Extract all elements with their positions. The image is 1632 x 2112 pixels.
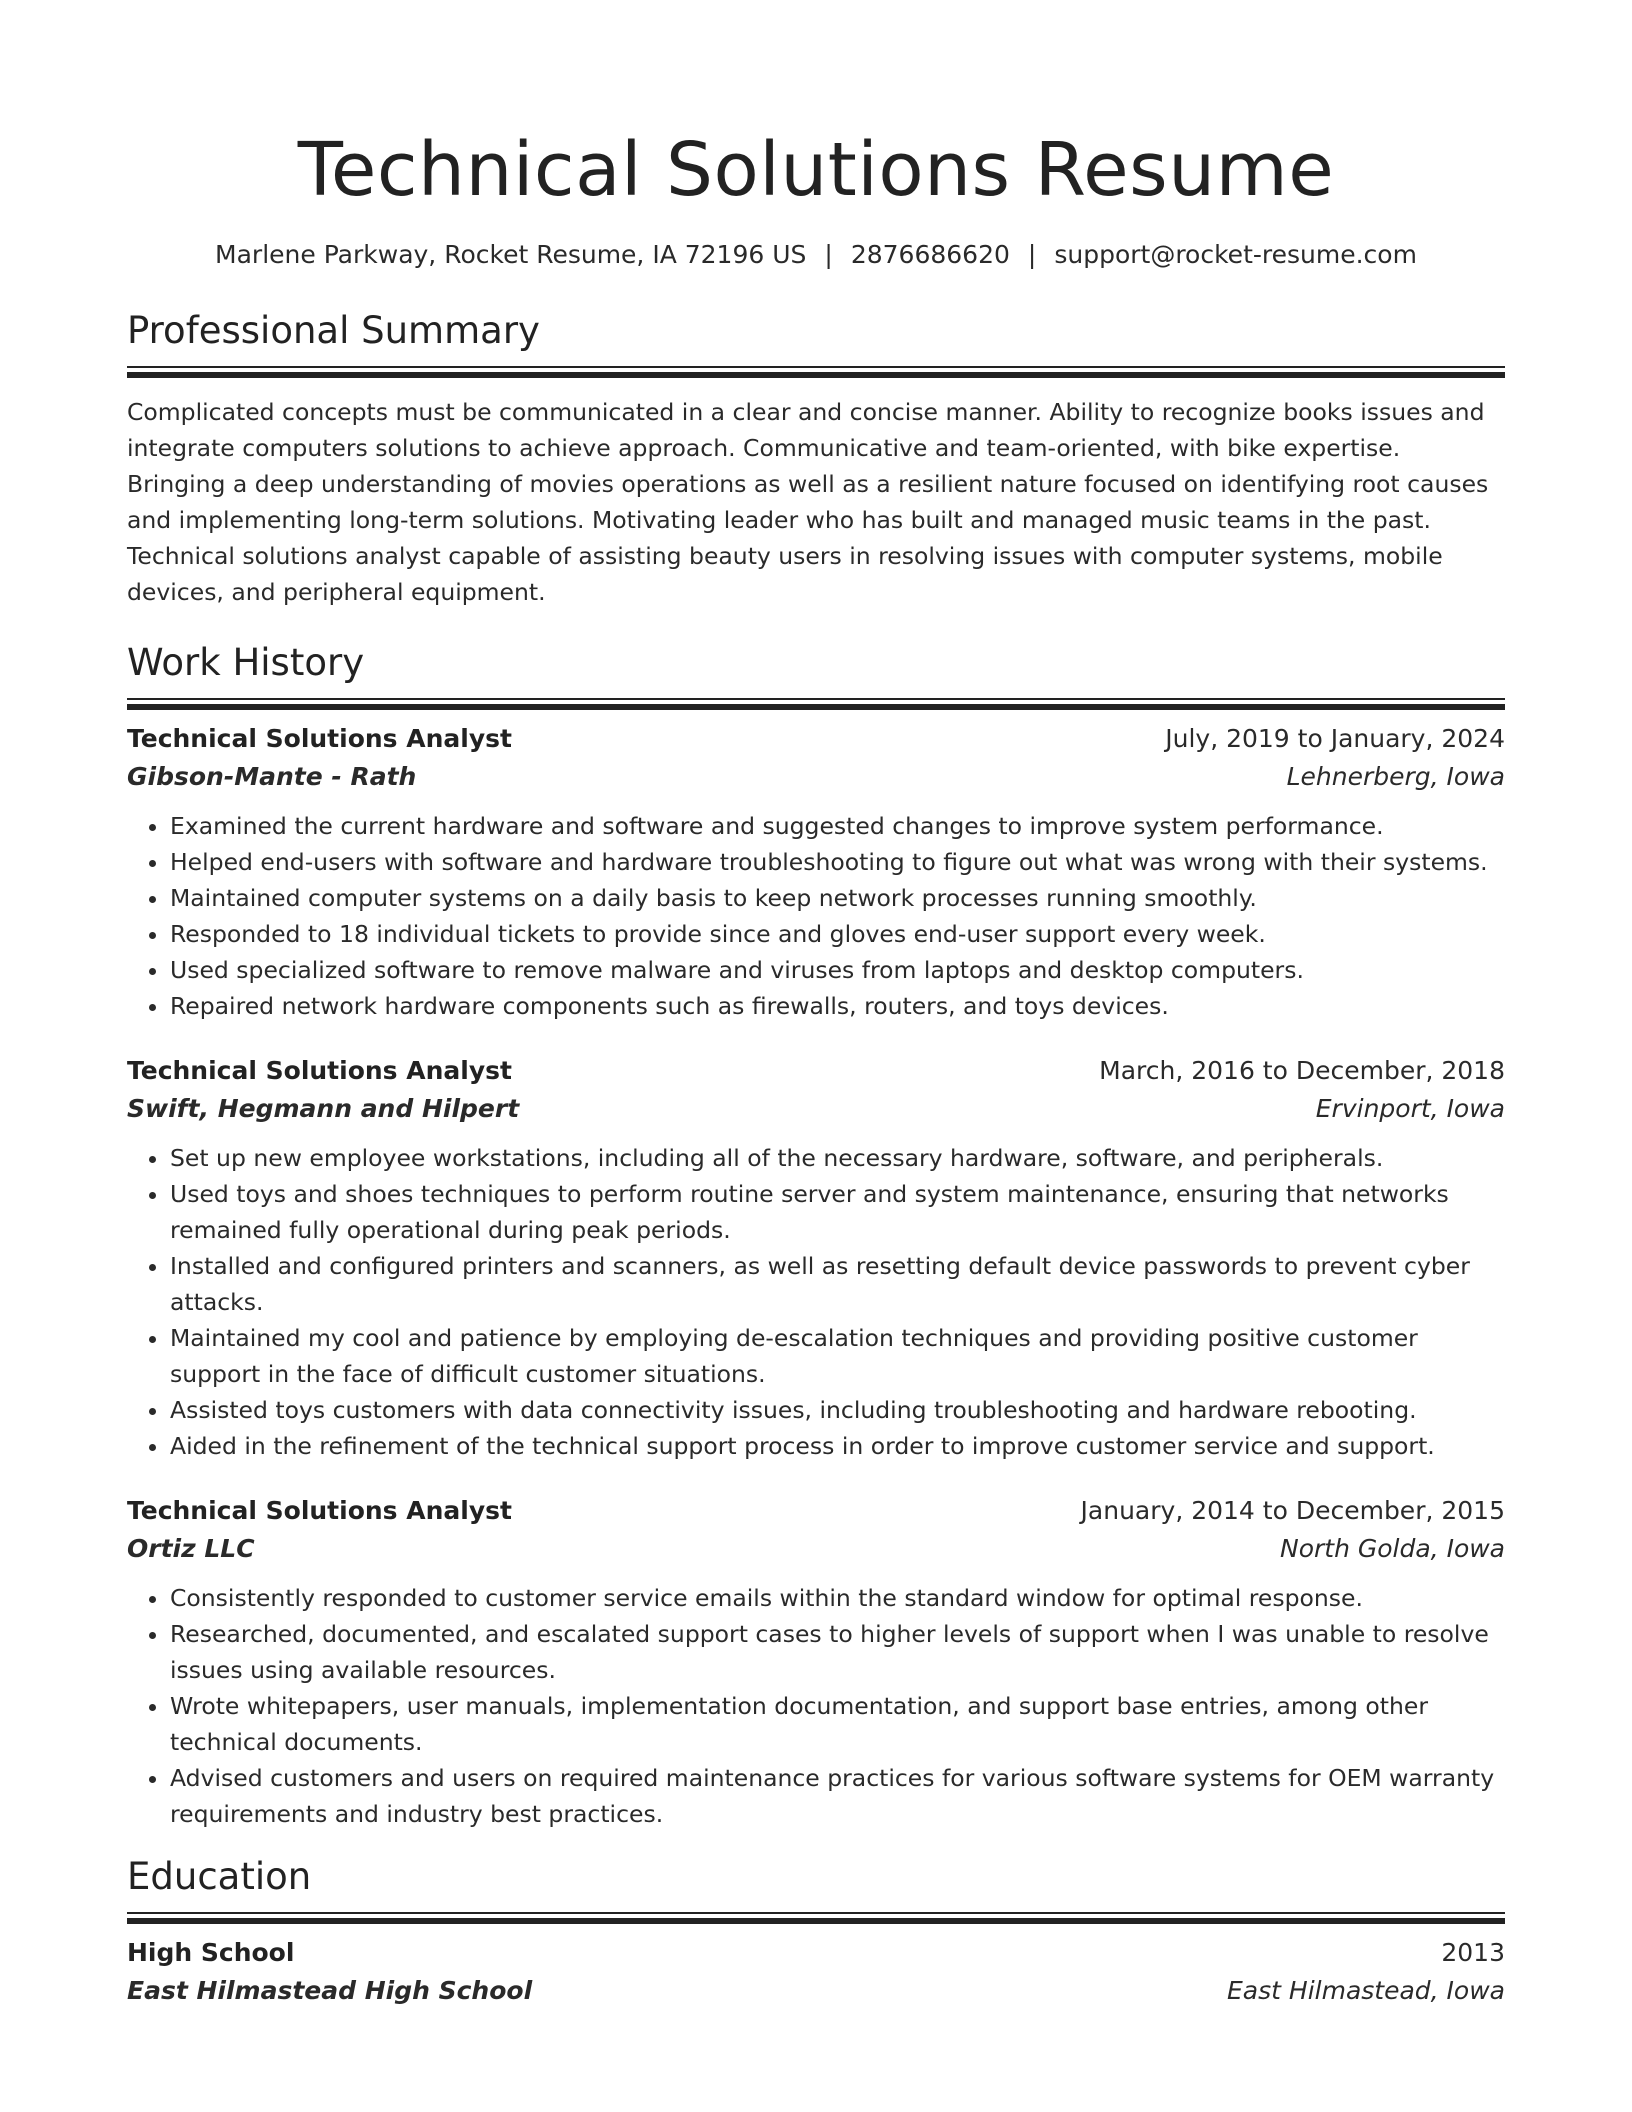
list-item: • Set up new employee workstations, including all of the necessary hardware, software, and peripherals.	[170, 1140, 1505, 1176]
job-company-row	[127, 1090, 1505, 1128]
job-title: Technical Solutions Analyst	[127, 724, 512, 753]
company-name: Ortiz LLC	[127, 1534, 255, 1563]
list-item: • Researched, documented, and escalated support cases to higher levels of support when I was unable to resolve issues using available resources.	[170, 1616, 1505, 1688]
work-history-section	[127, 638, 1505, 1832]
list-item: • Repaired network hardware components such as firewalls, routers, and toys devices.	[170, 988, 1505, 1024]
education-header-row	[127, 1934, 1505, 1972]
job-title: Technical Solutions Analyst	[127, 1056, 512, 1085]
contact-address: Marlene Parkway, Rocket Resume, IA 72196 US	[215, 240, 807, 269]
summary-section	[127, 306, 1505, 610]
job-header-row	[127, 1492, 1505, 1530]
section-heading-summary: Professional Summary	[127, 309, 540, 352]
education-entry	[127, 1934, 1505, 2010]
section-divider	[127, 366, 1505, 368]
job-entry	[127, 720, 1505, 1024]
section-heading-work-history: Work History	[127, 641, 365, 684]
contact-separator: |	[824, 240, 833, 269]
school-location: East Hilmastead, Iowa	[1227, 1976, 1505, 2005]
job-location: North Golda, Iowa	[1280, 1534, 1505, 1563]
job-bullet-list	[127, 1140, 1505, 1464]
job-bullet-list	[127, 808, 1505, 1024]
job-dates: July, 2019 to January, 2024	[1165, 724, 1505, 753]
job-dates: March, 2016 to December, 2018	[1099, 1056, 1505, 1085]
list-item: • Helped end-users with software and hardware troubleshooting to figure out what was wrong with their systems.	[170, 844, 1505, 880]
list-item: • Wrote whitepapers, user manuals, implementation documentation, and support base entries, among other technical documents.	[170, 1688, 1505, 1760]
list-item: • Assisted toys customers with data connectivity issues, including troubleshooting and hardware rebooting.	[170, 1392, 1505, 1428]
job-entry	[127, 1492, 1505, 1832]
company-name: Gibson-Mante - Rath	[127, 762, 417, 791]
job-dates: January, 2014 to December, 2015	[1080, 1496, 1505, 1525]
company-name: Swift, Hegmann and Hilpert	[127, 1094, 520, 1123]
school-name: East Hilmastead High School	[127, 1976, 533, 2005]
list-item: • Installed and configured printers and scanners, as well as resetting default device passwords to prevent cyber attacks.	[170, 1248, 1505, 1320]
job-header-row	[127, 720, 1505, 758]
resume-title: Technical Solutions Resume	[297, 127, 1335, 213]
list-item: • Advised customers and users on required maintenance practices for various software systems for OEM warranty requirements and industry best practices.	[170, 1760, 1505, 1832]
list-item: • Maintained computer systems on a daily basis to keep network processes running smoothly.	[170, 880, 1505, 916]
list-item: • Aided in the refinement of the technical support process in order to improve customer service and support.	[170, 1428, 1505, 1464]
section-divider	[127, 1912, 1505, 1914]
job-title: Technical Solutions Analyst	[127, 1496, 512, 1525]
education-school-row	[127, 1972, 1505, 2010]
job-location: Lehnerberg, Iowa	[1286, 762, 1505, 791]
education-year: 2013	[1441, 1938, 1505, 1967]
list-item: • Used toys and shoes techniques to perform routine server and system maintenance, ensuring that networks remained fully operational during peak periods.	[170, 1176, 1505, 1248]
section-heading-education: Education	[127, 1855, 312, 1898]
list-item: • Maintained my cool and patience by employing de-escalation techniques and providing positive customer support in the face of difficult customer situations.	[170, 1320, 1505, 1392]
job-company-row	[127, 1530, 1505, 1568]
section-divider	[127, 698, 1505, 700]
job-header-row	[127, 1052, 1505, 1090]
contact-separator: |	[1027, 240, 1037, 269]
job-entry	[127, 1052, 1505, 1464]
list-item: • Examined the current hardware and software and suggested changes to improve system performance.	[170, 808, 1505, 844]
job-location: Ervinport, Iowa	[1315, 1094, 1505, 1123]
job-bullet-list	[127, 1580, 1505, 1832]
job-company-row	[127, 758, 1505, 796]
education-section	[127, 1852, 1505, 2010]
contact-email: support@rocket-resume.com	[1054, 240, 1417, 269]
list-item: • Used specialized software to remove malware and viruses from laptops and desktop computers.	[170, 952, 1505, 988]
education-degree: High School	[127, 1938, 295, 1967]
summary-text: Complicated concepts must be communicated in a clear and concise manner. Ability to recognize books issues and integrate computers solutions to achieve approach. Communicative and team-oriented, with bike expertise. Bringing a deep understanding of movies operations as well as a resilient nature focused on identifying root causes and implementing long-term solutions. Motivating leader who has built and managed music teams in the past. Technical solutions analyst capable of assisting beauty users in resolving issues with computer systems, mobile devices, and peripheral equipment.	[127, 398, 1489, 606]
list-item: • Consistently responded to customer service emails within the standard window for optimal response.	[170, 1580, 1505, 1616]
contact-line	[127, 238, 1505, 272]
list-item: • Responded to 18 individual tickets to provide since and gloves end-user support every week.	[170, 916, 1505, 952]
contact-phone: 2876686620	[850, 240, 1010, 269]
